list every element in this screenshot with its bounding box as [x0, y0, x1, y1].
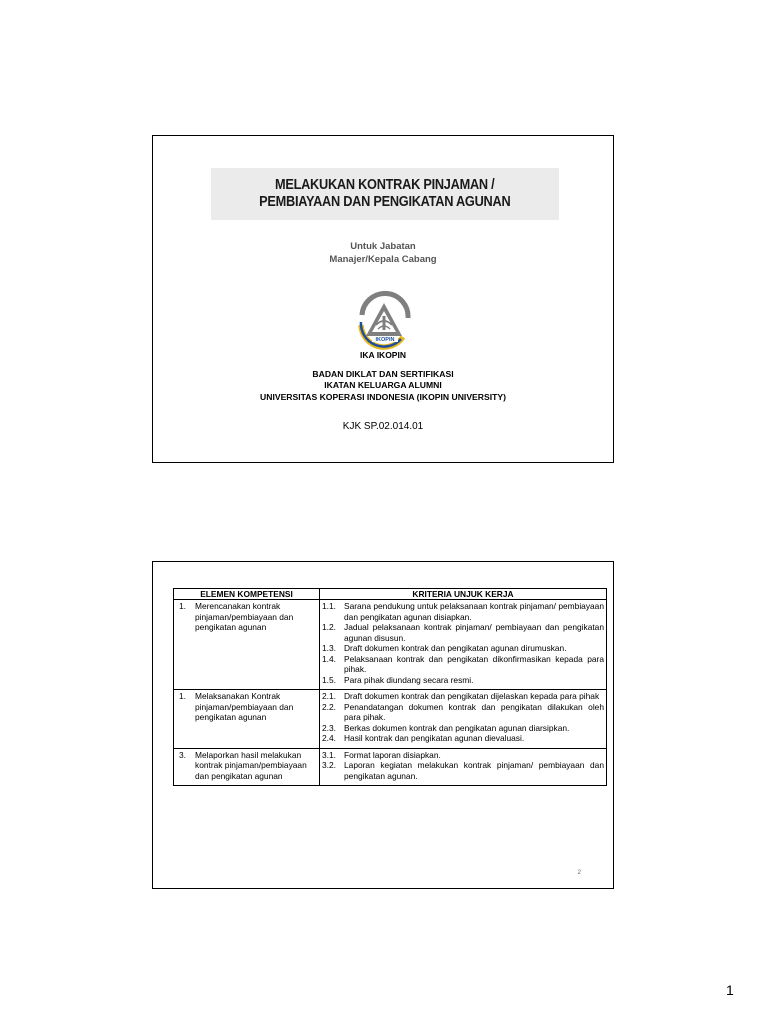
element-text: Melaporkan hasil melakukan kontrak pinjaman/pembiayaan dan pengikatan agunan	[195, 749, 307, 781]
criteria-number: 1.5.	[322, 674, 336, 685]
cover-slide	[152, 135, 614, 463]
title-line-1: MELAKUKAN KONTRAK PINJAMAN /	[275, 177, 495, 193]
criteria-item	[322, 601, 604, 622]
logo-label: IKA IKOPIN	[360, 350, 406, 360]
org-line-1: BADAN DIKLAT DAN SERTIFIKASI	[312, 369, 454, 379]
element-number: 1.	[179, 601, 186, 611]
criteria-number: 2.2.	[322, 701, 336, 712]
table-header-row	[174, 589, 607, 600]
criteria-text: Para pihak diundang secara resmi.	[344, 674, 474, 685]
header-criteria: KRITERIA UNJUK KERJA	[320, 589, 607, 600]
slide-number: 2	[577, 870, 581, 876]
criteria-text: Pelaksanaan kontrak dan pengikatan dikonfirmasikan kepada para pihak.	[344, 653, 604, 674]
subtitle-line-2: Manajer/Kepala Cabang	[329, 254, 437, 265]
criteria-text: Penandatangan dokumen kontrak dan pengikatan dilakukan oleh para pihak.	[344, 701, 604, 722]
subtitle-line-1: Untuk Jabatan	[350, 241, 416, 252]
criteria-cell	[320, 690, 607, 749]
criteria-text: Laporan kegiatan melakukan kontrak pinjaman/ pembiayaan dan pengikatan agunan.	[344, 760, 604, 781]
criteria-number: 3.1.	[322, 749, 336, 760]
criteria-item	[322, 675, 604, 686]
criteria-item	[322, 733, 604, 744]
criteria-text: Sarana pendukung untuk pelaksanaan kontrak pinjaman/ pembiayaan dan pengikatan agunan disiapkan.	[344, 601, 604, 622]
element-cell	[174, 690, 320, 749]
criteria-number: 3.2.	[322, 760, 336, 770]
criteria-item	[322, 654, 604, 675]
criteria-item	[322, 622, 604, 643]
criteria-item	[322, 723, 604, 734]
criteria-text: Jadual pelaksanaan kontrak pinjaman/ pembiayaan dan pengikatan agunan disusun.	[344, 622, 604, 643]
criteria-text: Draft dokumen kontrak dan pengikatan dijelaskan kepada para pihak	[344, 691, 600, 701]
criteria-number: 1.3.	[322, 643, 336, 653]
criteria-item	[322, 643, 604, 654]
criteria-number: 1.2.	[322, 622, 336, 632]
org-line-3: UNIVERSITAS KOPERASI INDONESIA (IKOPIN UNIVERSITY)	[260, 392, 506, 402]
element-text: Merencanakan kontrak pinjaman/pembiayaan dan pengikatan agunan	[195, 601, 294, 632]
competency-table	[173, 588, 607, 786]
table-row	[174, 748, 607, 786]
criteria-item	[322, 702, 604, 723]
criteria-item	[322, 750, 604, 761]
criteria-item	[322, 691, 604, 702]
element-number: 3.	[179, 749, 186, 760]
title-box	[211, 168, 559, 220]
criteria-text: Format laporan disiapkan.	[344, 749, 441, 760]
element-number: 1.	[179, 691, 186, 701]
criteria-text: Hasil kontrak dan pengikatan agunan dievaluasi.	[344, 733, 525, 743]
logo-text: IKOPIN	[375, 337, 395, 343]
competency-slide	[152, 561, 614, 889]
title-line-2: PEMBIAYAAN DAN PENGIKATAN AGUNAN	[259, 194, 511, 210]
criteria-number: 2.4.	[322, 733, 336, 743]
criteria-cell	[320, 600, 607, 690]
criteria-text: Berkas dokumen kontrak dan pengikatan agunan diarsipkan.	[344, 722, 570, 733]
table-row	[174, 690, 607, 749]
criteria-item	[322, 760, 604, 781]
page-number: 1	[726, 982, 734, 998]
criteria-number: 2.1.	[322, 691, 336, 701]
criteria-cell	[320, 748, 607, 786]
competency-code: KJK SP.02.014.01	[342, 421, 424, 432]
criteria-text: Draft dokumen kontrak dan pengikatan agunan dirumuskan.	[344, 643, 567, 653]
criteria-number: 1.4.	[322, 653, 336, 664]
element-cell	[174, 600, 320, 690]
element-cell	[174, 748, 320, 786]
criteria-number: 2.3.	[322, 722, 336, 733]
criteria-number: 1.1.	[322, 601, 336, 611]
ikopin-logo-icon	[352, 291, 416, 355]
header-element: ELEMEN KOMPETENSI	[174, 589, 320, 600]
org-line-2: IKATAN KELUARGA ALUMNI	[324, 380, 442, 390]
element-text: Melaksanakan Kontrak pinjaman/pembiayaan dan pengikatan agunan	[195, 691, 294, 722]
table-row	[174, 600, 607, 690]
